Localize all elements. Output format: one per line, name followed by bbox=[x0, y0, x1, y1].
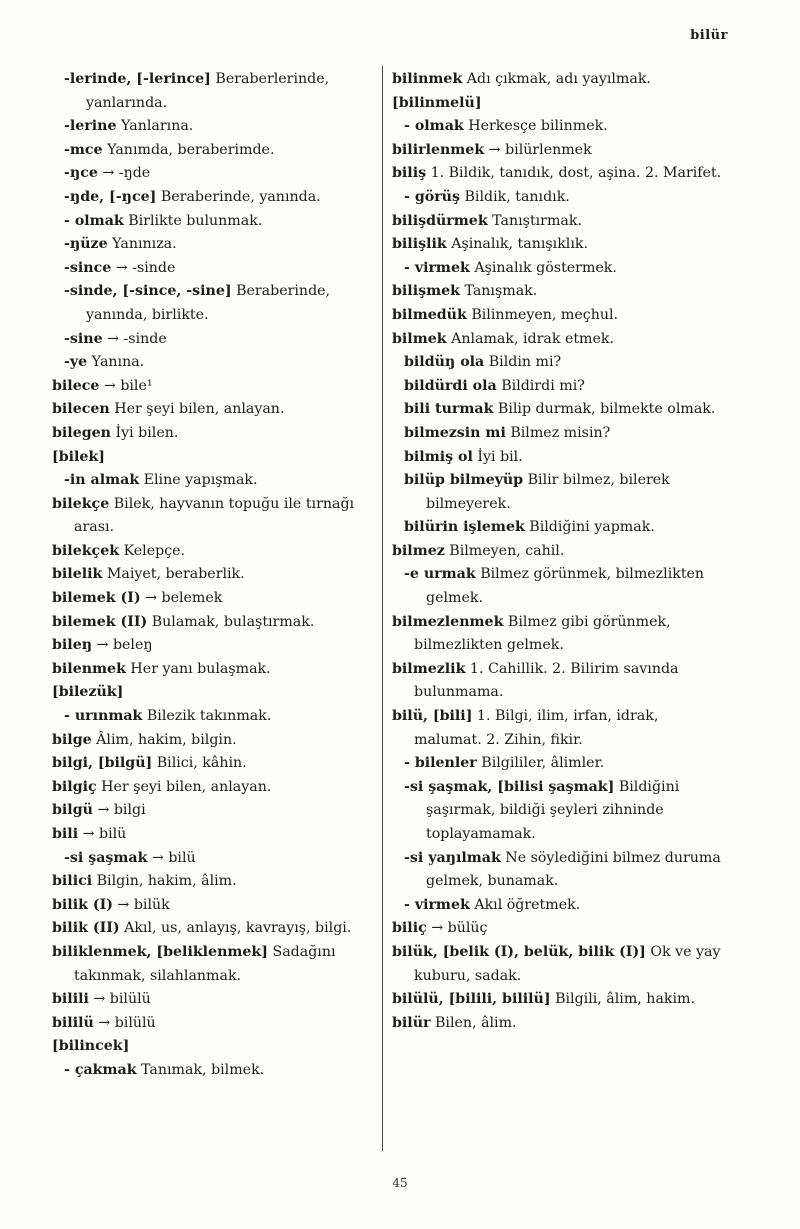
entry-headword: - virmek bbox=[404, 259, 470, 276]
entry-headword: bilegen bbox=[52, 424, 111, 441]
entry-headword: bilür bbox=[392, 1014, 431, 1031]
entry-definition: Bilgililer, âlimler. bbox=[476, 755, 605, 772]
entry-definition: 1. Bilgi, ilim, irfan, idrak, malumat. 2. Zihin, fikir. bbox=[414, 708, 659, 748]
entry-definition: Akıl öğretmek. bbox=[469, 896, 581, 913]
entry-headword: bilmezsin mi bbox=[404, 424, 506, 441]
entry-headword: bilgi, [bilgü] bbox=[52, 755, 153, 772]
entry-definition: İyi bil. bbox=[472, 448, 523, 465]
entry-headword: bilgü bbox=[52, 802, 93, 819]
entry-headword: bilenmek bbox=[52, 660, 126, 677]
dictionary-entry bbox=[392, 941, 722, 988]
dictionary-entry bbox=[392, 540, 722, 564]
entry-definition: → bilürlenmek bbox=[484, 141, 592, 158]
dictionary-entry bbox=[392, 1012, 722, 1036]
entry-headword: bilelik bbox=[52, 566, 103, 583]
entry-headword: -si şaşmak bbox=[64, 849, 148, 866]
entry-headword: bilecen bbox=[52, 401, 110, 418]
dictionary-entry bbox=[52, 587, 382, 611]
dictionary-entry bbox=[392, 563, 722, 610]
entry-headword: bildüŋ ola bbox=[404, 354, 485, 371]
entry-definition: Ne söylediğini bilmez duruma gelmek, bunamak. bbox=[426, 849, 721, 890]
entry-headword: -e urmak bbox=[404, 566, 476, 583]
dictionary-entry bbox=[52, 375, 382, 399]
entry-headword: bilici bbox=[52, 873, 93, 890]
entry-headword: bilürin işlemek bbox=[404, 519, 525, 536]
entry-headword: -si şaşmak, [bilisi şaşmak] bbox=[404, 778, 615, 795]
dictionary-entry bbox=[52, 752, 382, 776]
entry-headword: - urınmak bbox=[64, 708, 143, 725]
entry-definition: → bilü bbox=[78, 826, 127, 842]
entry-headword: bilemek (II) bbox=[52, 613, 148, 630]
entry-headword: bilmek bbox=[392, 330, 447, 347]
entry-definition: Akıl, us, anlayış, kavrayış, bilgi. bbox=[119, 920, 352, 937]
entry-headword: bileŋ bbox=[52, 637, 93, 654]
entry-headword: bilekçe bbox=[52, 495, 110, 512]
dictionary-entry bbox=[52, 563, 382, 587]
entry-headword: -since bbox=[64, 259, 112, 276]
page-number: 45 bbox=[392, 1176, 408, 1190]
entry-headword: biliş bbox=[392, 165, 427, 182]
entry-definition: Bilinmeyen, meçhul. bbox=[466, 306, 619, 323]
dictionary-entry bbox=[392, 611, 722, 658]
dictionary-entry bbox=[52, 351, 382, 375]
dictionary-entry bbox=[52, 210, 382, 234]
entry-headword: bilmezlik bbox=[392, 660, 466, 677]
entry-definition: Bildiğini şaşırmak, bildiği şeyleri zihninde toplayamamak. bbox=[426, 778, 680, 842]
entry-headword: -si yaŋılmak bbox=[404, 849, 501, 866]
entry-headword: [bilezük] bbox=[52, 684, 124, 701]
entry-definition: Maiyet, beraberlik. bbox=[102, 566, 245, 583]
dictionary-entry bbox=[52, 493, 382, 540]
dictionary-entry bbox=[392, 233, 722, 257]
dictionary-entry bbox=[392, 705, 722, 752]
entry-headword: bilgiç bbox=[52, 778, 97, 795]
dictionary-entry bbox=[392, 210, 722, 234]
entry-headword: bilişmek bbox=[392, 283, 460, 300]
entry-definition: Her şeyi bilen, anlayan. bbox=[109, 401, 285, 418]
dictionary-entry bbox=[52, 139, 382, 163]
dictionary-entry bbox=[52, 847, 382, 871]
entry-headword: bilik (I) bbox=[52, 896, 113, 913]
entry-headword: bilmiş ol bbox=[404, 448, 473, 465]
entry-definition: Anlamak, idrak etmek. bbox=[446, 330, 615, 347]
entry-headword: bildürdi ola bbox=[404, 377, 497, 394]
entry-definition: Bildik, tanıdık. bbox=[460, 188, 570, 205]
entry-headword: bilişdürmek bbox=[392, 212, 488, 229]
dictionary-entry bbox=[52, 328, 382, 352]
dictionary-entry bbox=[392, 328, 722, 352]
dictionary-entry bbox=[52, 729, 382, 753]
entry-definition: Bilezik takınmak. bbox=[142, 708, 272, 725]
dictionary-entry bbox=[392, 446, 722, 470]
entry-headword: [bilincek] bbox=[52, 1038, 130, 1055]
entry-definition: 1. Bildik, tanıdık, dost, aşina. 2. Marifet. bbox=[426, 165, 722, 182]
entry-headword: bilemek (I) bbox=[52, 590, 141, 607]
entry-headword: biliklenmek, [beliklenmek] bbox=[52, 943, 268, 960]
entry-definition: İyi bilen. bbox=[111, 424, 179, 441]
entry-definition: → bilük bbox=[112, 896, 170, 913]
entry-headword: bilmedük bbox=[392, 306, 467, 323]
dictionary-entry bbox=[392, 422, 722, 446]
dictionary-entry bbox=[52, 988, 382, 1012]
dictionary-entry bbox=[392, 988, 722, 1012]
dictionary-entry bbox=[52, 1035, 382, 1059]
left-column bbox=[52, 68, 382, 1083]
entry-headword: bilik (II) bbox=[52, 920, 120, 937]
dictionary-entry bbox=[392, 68, 722, 92]
entry-headword: - olmak bbox=[64, 212, 124, 229]
entry-headword: bilekçek bbox=[52, 542, 120, 559]
dictionary-entry bbox=[392, 398, 722, 422]
dictionary-entry bbox=[52, 658, 382, 682]
entry-definition: Bulamak, bulaştırmak. bbox=[147, 613, 315, 630]
entry-headword: [bilinmelü] bbox=[392, 94, 482, 111]
entry-headword: biliç bbox=[392, 920, 427, 937]
entry-headword: bilük, [belik (I), belük, bilik (I)] bbox=[392, 943, 646, 960]
entry-definition: Ok ve yay kuburu, sadak. bbox=[414, 943, 721, 984]
entry-headword: bilece bbox=[52, 377, 100, 394]
entry-definition: Bildiğini yapmak. bbox=[524, 519, 655, 536]
entry-headword: -ŋüze bbox=[64, 236, 108, 253]
entry-definition: Tanıştırmak. bbox=[487, 212, 582, 229]
entry-definition: Eline yapışmak. bbox=[139, 472, 258, 489]
entry-definition: → bile¹ bbox=[99, 377, 153, 394]
dictionary-entry bbox=[52, 870, 382, 894]
entry-definition: → bilülü bbox=[93, 1014, 156, 1031]
dictionary-entry bbox=[392, 304, 722, 328]
dictionary-entry bbox=[52, 398, 382, 422]
entry-definition: Tanışmak. bbox=[459, 283, 538, 300]
entry-headword: bilü, [bili] bbox=[392, 708, 473, 725]
entry-definition: → -sinde bbox=[102, 330, 167, 347]
dictionary-entry bbox=[52, 469, 382, 493]
entry-definition: Bilmez misin? bbox=[505, 424, 611, 441]
entry-definition: Bilgin, hakim, âlim. bbox=[92, 873, 237, 890]
entry-definition: Âlim, hakim, bilgin. bbox=[91, 731, 237, 748]
entry-headword: bili turmak bbox=[404, 401, 494, 418]
entry-headword: -ŋce bbox=[64, 165, 98, 182]
entry-definition: Tanımak, bilmek. bbox=[136, 1061, 265, 1078]
entry-headword: - bilenler bbox=[404, 755, 477, 772]
right-column bbox=[392, 68, 722, 1035]
dictionary-entry bbox=[52, 776, 382, 800]
entry-definition: Birlikte bulunmak. bbox=[123, 212, 263, 229]
dictionary-entry bbox=[52, 540, 382, 564]
dictionary-entry bbox=[52, 917, 382, 941]
dictionary-entry bbox=[392, 847, 722, 894]
dictionary-entry bbox=[52, 634, 382, 658]
dictionary-entry bbox=[52, 799, 382, 823]
entry-definition: Yanlarına. bbox=[116, 118, 194, 135]
entry-definition: 1. Cahillik. 2. Bilirim savında bulunmama. bbox=[414, 660, 679, 701]
running-head: bilür bbox=[690, 28, 728, 43]
entry-definition: Bildirdi mi? bbox=[496, 377, 585, 394]
entry-headword: - çakmak bbox=[64, 1061, 137, 1078]
dictionary-entry bbox=[392, 469, 722, 516]
entry-definition: Bilip durmak, bilmekte olmak. bbox=[493, 401, 716, 418]
entry-definition: Beraberinde, yanında, birlikte. bbox=[86, 283, 331, 323]
entry-headword: -ye bbox=[64, 354, 88, 371]
entry-headword: bililü bbox=[52, 1014, 94, 1031]
entry-definition: Bilmez gibi görünmek, bilmezlikten gelmek. bbox=[414, 613, 671, 654]
entry-headword: bilge bbox=[52, 731, 92, 748]
column-divider bbox=[382, 66, 383, 1151]
entry-definition: → bilülü bbox=[88, 991, 151, 1008]
dictionary-entry bbox=[52, 611, 382, 635]
entry-headword: bilmez bbox=[392, 542, 445, 559]
entry-definition: Bildin mi? bbox=[484, 354, 562, 371]
dictionary-entry bbox=[392, 516, 722, 540]
entry-definition: Bilmez görünmek, bilmezlikten gelmek. bbox=[426, 566, 705, 607]
entry-definition: Bilmeyen, cahil. bbox=[444, 542, 565, 559]
entry-definition: Her yanı bulaşmak. bbox=[125, 660, 271, 677]
dictionary-entry bbox=[392, 280, 722, 304]
entry-headword: -mce bbox=[64, 141, 103, 158]
entry-definition: Bilgili, âlim, hakim. bbox=[550, 991, 696, 1008]
entry-headword: -lerine bbox=[64, 118, 117, 135]
entry-definition: Sadağını takınmak, silahlanmak. bbox=[74, 943, 336, 984]
dictionary-entry bbox=[392, 776, 722, 847]
dictionary-entry bbox=[52, 1059, 382, 1083]
entry-headword: - virmek bbox=[404, 896, 470, 913]
entry-headword: bilmezlenmek bbox=[392, 613, 504, 630]
entry-definition: Yanımda, beraberimde. bbox=[102, 141, 275, 158]
dictionary-entry bbox=[52, 894, 382, 918]
entry-definition: → -ŋde bbox=[97, 165, 151, 182]
entry-definition: Beraberinde, yanında. bbox=[156, 188, 321, 205]
entry-headword: -lerinde, [-lerince] bbox=[64, 71, 211, 87]
entry-definition: Herkesçe bilinmek. bbox=[463, 118, 608, 135]
entry-headword: -sine bbox=[64, 330, 103, 347]
entry-definition: Bilir bilmez, bilerek bilmeyerek. bbox=[426, 472, 670, 512]
entry-definition: Bilen, âlim. bbox=[430, 1014, 517, 1031]
entry-definition: Aşinalık, tanışıklık. bbox=[446, 236, 588, 253]
entry-definition: → bülüç bbox=[426, 920, 488, 937]
entry-definition: Adı çıkmak, adı yayılmak. bbox=[462, 71, 651, 87]
dictionary-entry bbox=[52, 233, 382, 257]
entry-headword: - görüş bbox=[404, 188, 460, 205]
entry-definition: Aşinalık göstermek. bbox=[469, 259, 617, 276]
dictionary-entry bbox=[52, 422, 382, 446]
dictionary-entry bbox=[392, 375, 722, 399]
dictionary-entry bbox=[52, 162, 382, 186]
entry-definition: → belemek bbox=[140, 590, 223, 607]
entry-definition: → bilgi bbox=[92, 802, 146, 819]
entry-headword: bilinmek bbox=[392, 71, 463, 87]
dictionary-entry bbox=[52, 280, 382, 327]
dictionary-entry bbox=[392, 894, 722, 918]
entry-definition: → beleŋ bbox=[92, 637, 153, 654]
entry-definition: Her şeyi bilen, anlayan. bbox=[96, 778, 272, 795]
entry-headword: bilirlenmek bbox=[392, 141, 485, 158]
entry-headword: bilülü, [bilili, bililü] bbox=[392, 991, 551, 1008]
dictionary-entry bbox=[392, 139, 722, 163]
dictionary-entry bbox=[392, 658, 722, 705]
dictionary-entry bbox=[52, 68, 382, 115]
dictionary-entry bbox=[392, 917, 722, 941]
dictionary-entry bbox=[392, 351, 722, 375]
dictionary-entry bbox=[52, 823, 382, 847]
dictionary-entry bbox=[52, 941, 382, 988]
dictionary-entry bbox=[392, 115, 722, 139]
entry-headword: bilili bbox=[52, 991, 89, 1008]
dictionary-entry bbox=[52, 186, 382, 210]
entry-headword: - olmak bbox=[404, 118, 464, 135]
dictionary-entry bbox=[52, 1012, 382, 1036]
dictionary-entry bbox=[52, 705, 382, 729]
entry-definition: Yanınıza. bbox=[107, 236, 177, 253]
entry-definition: Bilici, kâhin. bbox=[152, 755, 247, 772]
dictionary-entry bbox=[52, 115, 382, 139]
dictionary-entry bbox=[392, 257, 722, 281]
entry-headword: bili bbox=[52, 826, 79, 842]
entry-headword: -sinde, [-since, -sine] bbox=[64, 283, 232, 300]
entry-headword: -in almak bbox=[64, 472, 140, 489]
entry-definition: → -sinde bbox=[111, 259, 176, 276]
entry-definition: → bilü bbox=[147, 849, 196, 866]
dictionary-entry bbox=[52, 446, 382, 470]
entry-definition: Bilek, hayvanın topuğu ile tırnağı arası. bbox=[74, 495, 355, 536]
dictionary-entry bbox=[392, 162, 722, 186]
entry-headword: [bilek] bbox=[52, 448, 105, 465]
entry-definition: Beraberlerinde, yanlarında. bbox=[86, 71, 330, 111]
entry-headword: bilüp bilmeyüp bbox=[404, 472, 524, 489]
entry-headword: bilişlik bbox=[392, 236, 447, 253]
entry-definition: Yanına. bbox=[87, 354, 145, 371]
entry-definition: Kelepçe. bbox=[119, 542, 186, 559]
entry-headword: -ŋde, [-ŋce] bbox=[64, 188, 157, 205]
dictionary-entry bbox=[52, 681, 382, 705]
dictionary-entry bbox=[392, 752, 722, 776]
dictionary-entry bbox=[392, 92, 722, 116]
dictionary-entry bbox=[52, 257, 382, 281]
dictionary-entry bbox=[392, 186, 722, 210]
